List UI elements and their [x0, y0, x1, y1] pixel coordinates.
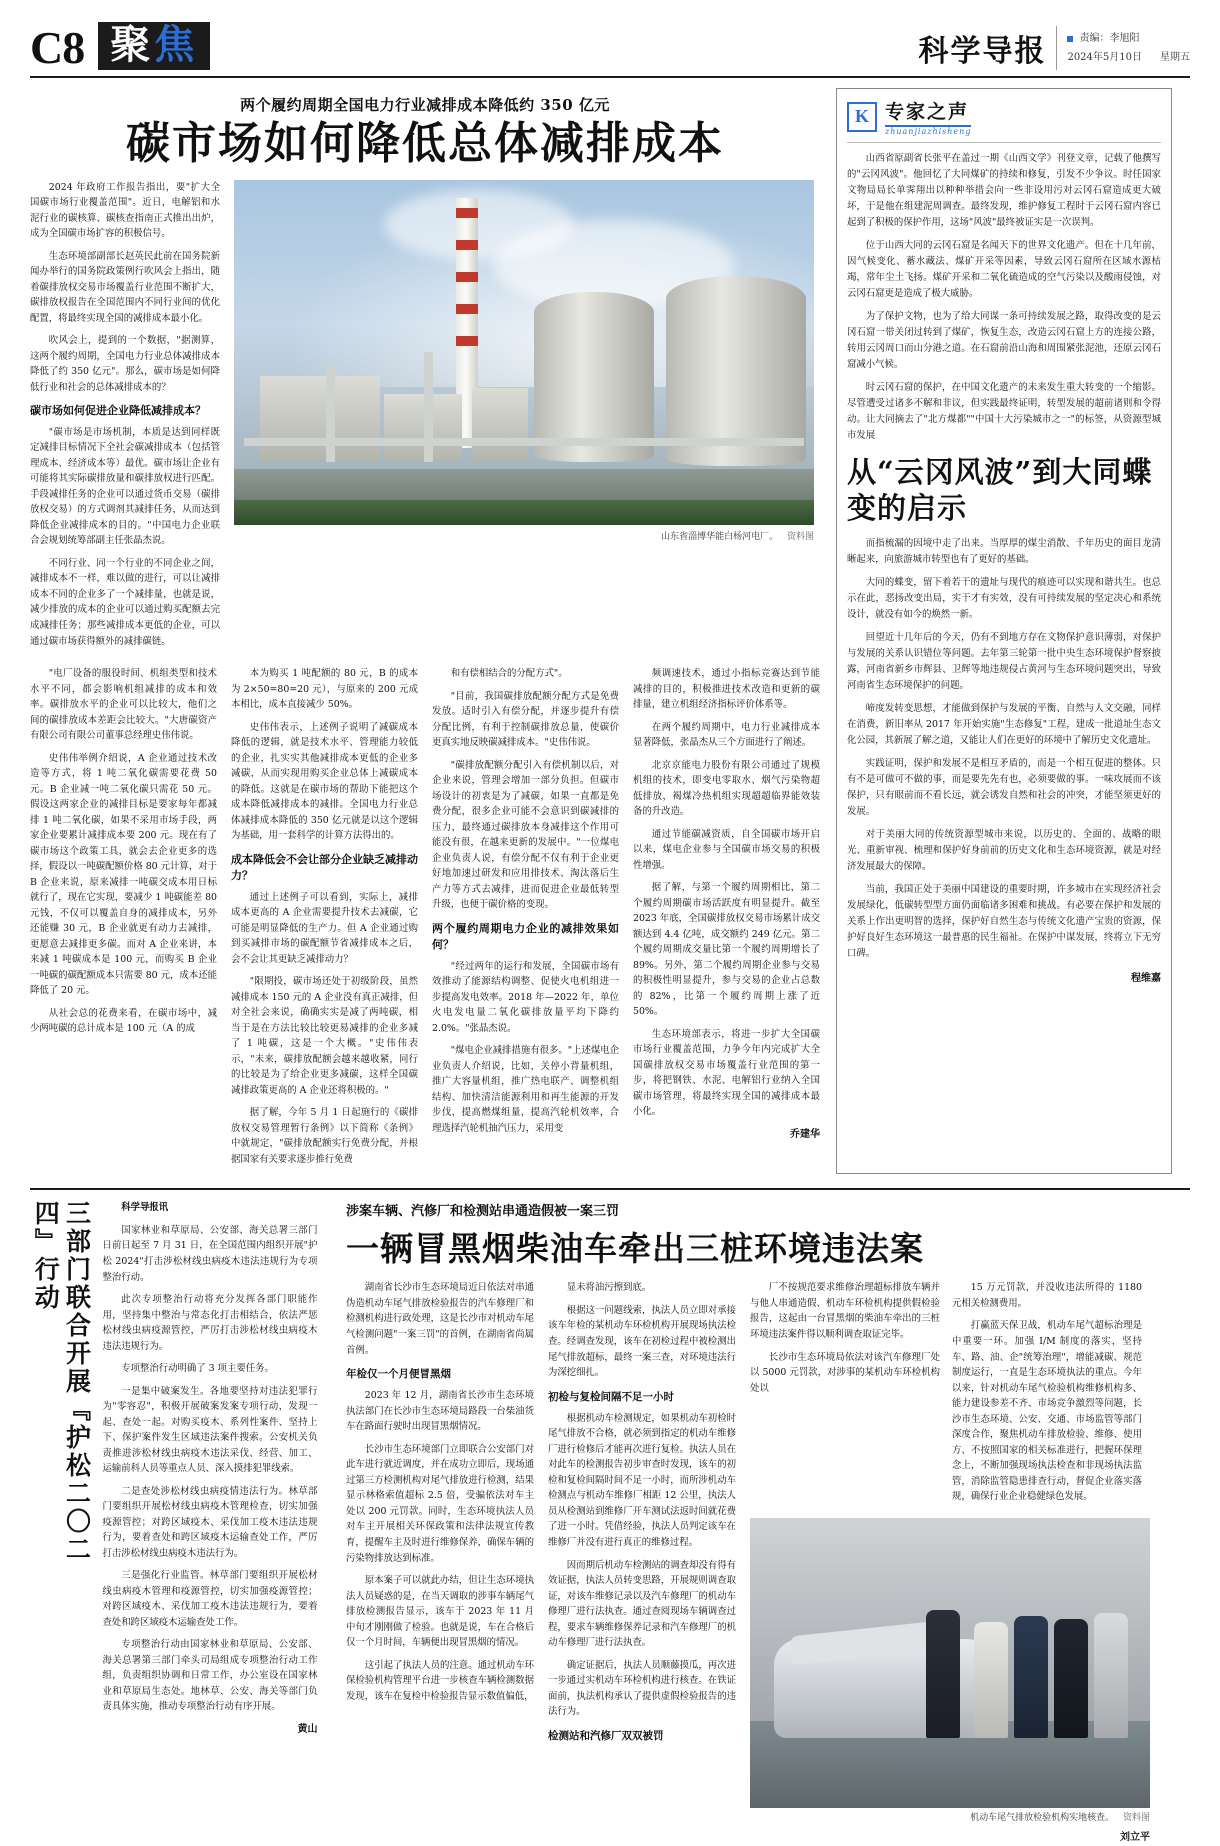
lead-column-3: [432, 666, 619, 1174]
subheading: 碳市场如何促进企业降低减排成本？: [30, 404, 206, 418]
paragraph: 频调速技术，通过小指标竞赛达到节能减排的目的，积极推进技术改造和更新的碳排量，建立机组经济指标评价体系等。: [633, 668, 820, 711]
paragraph: 据了解，与第一个履约周期相比，第二个履约周期碳市场活跃度有明显提升。截至 2023 年底，全国碳排放权交易市场累计成交额达到 4.4 亿吨，成交额约 249 亿元。第二个履约周期成交量比第一个履约周期增长了 89%。另外，第二个履约周期企业参与交易的积极性明显提升，参与交易的企业占总数的 82%，比第一个履约周期上涨了近 50%。: [633, 882, 820, 1018]
paragraph: 史伟伟表示，上述例子说明了减碳成本降低的逻辑，就是技术水平、管理能力较低的企业，扎实实其他减排成本更低的企业多减碳，从而实现用购买企业总体上减碳成本的降低。这就是在碳市场的帮助下能把这个成本降低减排成本的减排。全国电力行业总体减排成本降低的 350 亿元就是以这个逻辑为基础，用一套科学的计算方法得出的。: [231, 721, 418, 842]
bottom-area: [30, 1200, 1190, 1846]
sidebar-top-text: [847, 151, 1161, 444]
paragraph: 位于山西大同的云冈石窟是名闻天下的世界文化遗产。但在十几年前，因气候变化、蓄水藏法、煤矿开采等因素，导致云冈石窟所在区域水源枯竭，常年尘土飞扬。煤矿开采和二氧化硫造成的空气污染以及酸雨侵蚀，对云冈石窟更是造成了极大威胁。: [847, 239, 1161, 299]
paragraph: 打赢蓝天保卫战，机动车尾气超标治理是中重要一环。加强 I/M 制度的落实，坚持车、路、油、企"统筹治理"，增能减碳、规范制度运行，一直是生态环境执法的重点。今年以来，针对机动车尾气检验机构维修机构多、能力建设参差不齐、市场竞争激烈等问题，长沙市生态环境、公安、交通、市场监管等部门深度合作，聚焦机动车排放检验、维修、使用方、不按照国家的相关标准进行，把握环保理念上，不断加强现场执法检查和非现场执法监管，消除监管隐患排查行动，督促企业落实落规，确保行业企业稳健绿色发展。: [952, 1320, 1142, 1503]
subheading: 成本降低会不会让部分企业缺乏减排动力？: [231, 852, 418, 883]
paragraph: "碳排放配额分配引入有偿机制以后，对企业来说，管理会增加一部分负担。但碳市场设计的初衷是为了减碳，如果一直都是免费分配，很多企业可能不会意识到碳减排的压力，最终通过碳排放本身减排这个作用可能没有很，在越来更新的发展中。"一位煤电企业负责人说，有偿分配不仅有利于企业更好地加速过研发和应用排技术、淘汰落后生产力等方式去减排，进而促进企业最低转型升级，也便于碳价格的变现。: [432, 759, 619, 911]
lead-column-1: [30, 180, 220, 656]
paragraph: 专项整治行动由国家林业和草原局、公安部、海关总署第三部门牵头司局组成专项整治行动工作组，负责组织协调和日常工作，办公室设在国家林业和草原局生态处。地林草、公安、海关等部门负责具体实施，推动专项整治行动有序开展。: [102, 1639, 318, 1713]
paragraph: 确定证据后，执法人员顺藤摸瓜，再次进一步通过实机动车环检机构进行核查。在铁证面前，执法机构承认了提供虚假检验报告的违法行为。: [548, 1659, 736, 1718]
paper-title: 科学导报: [918, 26, 1057, 70]
paragraph: 生态环境部表示，将进一步扩大全国碳市场行业覆盖范围，力争今年内完成扩大全国碳排放权交易市场覆盖行业范围的第一步，将把钢铁、水泥、电解铝行业纳入全国碳市场管理，将最终实现全国的减排成本最小化。: [633, 1028, 820, 1118]
brand-k-icon: K: [847, 102, 877, 132]
paragraph: 而指梳漏的因境中走了出来。当厚厚的煤尘消散、千年历史的面目龙清晰起来，向旅游城市转型也有了更好的基础。: [847, 538, 1161, 566]
bottom-right-article: [346, 1200, 1190, 1846]
paragraph: 北京京能电力股份有限公司通过了规模机组的技术，即变电零取水、烟气污染物超低排放，褐煤冷热机组实现超超临界能效装备的升改造。: [633, 759, 820, 818]
paragraph: 三是强化行业监管。林草部门要组织开展松材线虫病疫木管理和疫源管控，切实加强疫源管控；对跨区域疫木、采伐加工疫木违法违规行为，要着查处和跨区域疫木运输查处工作。: [102, 1570, 318, 1628]
sidebar-byline: 程维嘉: [1131, 972, 1161, 984]
paragraph: 实践证明，保护和发展不是相互矛盾的，而是一个相互促进的整体。只有不是可做可不做的事，而是要先先有也，必须要做的事。一味攻展而不该保护，只有眼前而不看长远，就会诱发自然和社会的冲突，才能坚须更好的发展。: [847, 758, 1161, 817]
inspection-photo: [750, 1518, 1150, 1808]
source-label: 科学导报讯: [121, 1202, 169, 1214]
photo-cooling-tower: [534, 292, 654, 462]
sidebar-headline: 从“云冈风波”到大同蝶变的启示: [847, 454, 1153, 525]
sidebar-header: [847, 97, 1161, 143]
paragraph: 原本案子可以就此办结，但让生态环境执法人员疑惑的是，在当天调取的涉事车辆尾气排放检测报告显示，该车于 2023 年 11 月中旬才刚刚做了检验。也就是说，车在合格后仅一个月时间，车辆便出现冒黑烟的情况。: [346, 1575, 534, 1649]
photo-person: [926, 1610, 960, 1738]
sidebar-bottom-text: [847, 536, 1161, 962]
sidebar-title-block: [885, 97, 971, 136]
caption-text: 机动车尾气排放检验机构实地核查。: [970, 1812, 1115, 1823]
paragraph: "目前，我国碳排放配额分配方式是免费发放。适时引入有偿分配，并逐步提升有偿分配比例，有利于控制碳排放总量，使碳价更真实地反映碳减排成本。"史伟伟说。: [432, 690, 619, 749]
paragraph: 此次专项整治行动将充分发挥各部门职能作用，坚持集中整治与常态化打击相结合，依法严惩松材线虫病疫源管控，严厉打击涉松材线虫病疫木违法违规行为。: [102, 1294, 318, 1352]
photo-building: [260, 376, 380, 462]
paragraph: 因而期后机动车检测站的调查却没有得有效证据，执法人员转变思路，开展规则调查取证，对该车维修记录以及汽车修理厂的机动车修理厂进行法执查。通过查阅现场车辆调查过程，要求车辆维修保养记录和汽车修理厂的机动车修理厂进行法执查。: [548, 1559, 736, 1649]
caption-text: 山东省淄博华能白杨河电厂。: [661, 531, 779, 542]
bottom-left-article: [30, 1200, 330, 1846]
subheading: 两个履约周期电力企业的减排效果如何？: [432, 921, 619, 952]
section-name-highlight: 焦: [154, 21, 199, 68]
section-divider: [30, 1188, 1190, 1190]
paragraph: 这引起了执法人员的注意。通过机动车环保检验机构管理平台进一步核查车辆检测数据发现，该车在复检中检验报告显示数值偏低，: [346, 1659, 534, 1702]
paragraph: 为了保护文物，也为了给大同谋一条可持续发展之路，取得改变的是云冈石窟一带关闭过转到了煤矿，恢复生态，改造云冈石窟上方的连接公路，转用云冈周口而山分港之道。在石窟前沿山海和周围紧张泥池，还原云冈石窟减小气候。: [847, 310, 1161, 370]
masthead-right: [918, 26, 1190, 70]
paragraph: 专项整治行动明确了 3 项主要任务。: [121, 1363, 274, 1375]
photo-pipe: [424, 352, 433, 462]
paragraph: 15 万元罚款，并没收违法所得的 1180 元相关检测费用。: [952, 1282, 1142, 1309]
paragraph: 生态环境部副部长赵英民此前在国务院新闻办举行的国务院政策例行吹风会上指出，随着碳排放权交易市场覆盖行业范围不断扩大，碳排放权报告在全国范围内不同行业间的优化配置，将最终实现全国的减排成本最小化。: [30, 250, 220, 324]
paragraph: 山西省原副省长张平在盖过一期《山西文学》刊登文章，记载了他撰写的"云冈风波"。他回忆了大同煤矿的持续和修复，引发不少争议。时任国家文物局局长单霁翔出以种种举措会向一些非设用污对云冈石窟造成更大破坏，于是他在组建泥周调查。最终发现，维护修复工程时于云冈石窟内容已起到了积极的保护作用，这场"风波"最终被证实是一次误判。: [847, 153, 1161, 228]
top-area: [30, 88, 1190, 1174]
paragraph: 长沙市生态环境部门立即联合公安部门对此车进行就近调度，并在成功立即后，现场通过第三方检测机构对尾气排放进行检测，结果显示林格索值超标 2.5 倍，受骗依法对车主处以 200 元罚款。同时，生态环境执法人员对车主开展相关环保政策和法律法规宣传教育，提醒车主及时进行维修保养，确保车辆的污染物排放达到标准。: [346, 1443, 534, 1564]
section-name: [98, 22, 210, 70]
page-number: C8: [30, 22, 85, 74]
paragraph: 根据机动车检测规定，如果机动车初检时尾气排放不合格，就必须到指定的机动车维修厂进行检修后才能再次进行复检。执法人员在对此车的检测报告初步审查时发现，该车的初检和复检间隔时间不足一小时，而所涉机动车检测点与机动车维修厂相距 12 公里，执法人员从检测站到维修厂开车测试法返时间就花费了进一小时。凭借经验，执法人员判定该车在维修厂并没有进行真正的维修过程。: [548, 1412, 736, 1548]
photo-vegetation: [234, 500, 814, 524]
paragraph: 一是集中破案发生。各地要坚持对违法犯罪行为"零容忍"，积极开展破案发案专项行动，发现一起、查处一起。对购买疫木、系列性案件、坚持上下、保护案件发生区域违法案件搜索。公安机关负责推进涉松材线虫病疫木违法采伐、经营、加工、运输前科人员等重点人员、深入摸排犯罪线索。: [102, 1385, 318, 1475]
paragraph: 从社会总的花费来看，在碳市场中，减少两吨碳的总计成本是 100 元（A 的成: [30, 1007, 217, 1035]
paragraph: 厂不按规范要求维修治理超标排放车辆并与他人串通造假、机动车环检机构提供假检验报告，这起由一台冒黑烟的柴油车牵出的三桩环境违法案件得以顺利调查取证完毕。: [750, 1282, 940, 1340]
subheading: 年检仅一个月便冒黑烟: [346, 1368, 451, 1381]
bottom-column-2: [548, 1280, 736, 1846]
paragraph: 显未将油污擦到底。: [566, 1282, 652, 1294]
editor-line: [1067, 29, 1190, 48]
paragraph: 和有偿相结合的分配方式"。: [450, 668, 568, 680]
paragraph: 在两个履约周期中，电力行业减排成本显著降低，张晶杰从三个方面进行了阐述。: [633, 721, 820, 749]
paragraph: 通过节能碳减资质，自全国碳市场开启以来，煤电企业参与全国碳市场交易的积极性增强。: [633, 828, 820, 871]
caption-source: 资料图: [1122, 1812, 1150, 1823]
paragraph: "碳市场是市场机制，本质是达到同样既定减排目标情况下全社会碳减排成本（包括管理成本、经济成本等）最优。碳市场让企业有可能将其实际碳排放量和碳排放权进行匹配。手段减排任务的企业可以通过货币交易（碳排放权交易）的方式调剂其减排任务，从而达到降低企业减排成本的目的。"中国电力企业联合会规划统筹部副主任张晶杰说。: [30, 426, 220, 547]
bottom-headline: 一辆冒黑烟柴油车牵出三桩环境违法案: [346, 1229, 924, 1269]
lead-article: [30, 88, 820, 1174]
bottom-photo-caption: [750, 1811, 1150, 1826]
paragraph: 啼度发转变思想，才能做到保护与发展的平衡、自然与人文交融，同样在消费，新旧率从 2017 年开始实施"生态修复"工程，建成一批道址生态文化公园，其新展了解之道，又能让人们在更好的环境中了解历史文化遗址。: [847, 703, 1161, 747]
paragraph: 根据这一问题线索，执法人员立即对承接该车年检的某机动车环检机构开展现场执法检查。经调查发现，该车在初检过程中被检测出尾气排放超标，最终一案三查，对环境违法行为深挖细扎。: [548, 1304, 736, 1379]
lead-kicker: 两个履约周期全国电力行业减排成本降低约 350 亿元: [240, 96, 610, 114]
caption-source: 资料图: [786, 531, 814, 542]
paragraph: 不同行业、同一个行业的不同企业之间，减排成本不一样，难以做的进行，可以让减排成本不同的企业多了一个减排量，也就是说，减少排放的成本的企业可以通过购买配额去完成减排任务；那些减排成本更低的企业，可以通过碳市场获得额外的减排碳链。: [30, 557, 220, 647]
bottom-left-byline: 黄山: [297, 1723, 318, 1735]
paragraph: 大同的蝶变，留下着若干的遗址与现代的痕迹可以实现和谐共生。也总示在此，恶扬改变出局，实干才有实效，没有可持续发展的坚定决心和系统设计，就没有如今的焕然一新。: [847, 577, 1161, 621]
expert-voice-sidebar: [836, 88, 1172, 1174]
bottom-kicker: 涉案车辆、汽修厂和检测站串通造假被一案三罚: [346, 1204, 620, 1220]
paragraph: 2024 年政府工作报告指出，要"扩大全国碳市场行业覆盖范围"。近日，电解铝和水泥行业的碳核算、碳核查指南正式推出出炉，成为全国碳市场扩容的积极信号。: [30, 181, 220, 240]
paragraph: 本为购买 1 吨配额的 80 元，B 的成本为 2×50=80=20 元），与原来的 200 元成本相比，成本直接减少 50%。: [231, 668, 418, 711]
bottom-right-byline: 刘立平: [1120, 1831, 1150, 1843]
paragraph: "煤电企业减排措施有很多。"上述煤电企业负责人介绍说，比如，关停小背量机组，推广大容量机组，推广热电联产、调整机组结构、加快清洁能源利用和再生能源的开发步伐，提高燃煤组量，提高汽轮机效率，合理选择汽轮机抽汽压力，采用变: [432, 1045, 619, 1134]
paragraph: 通过上述例子可以看到，实际上，减排成本更高的 A 企业需要提升技术去减碳，它可能是明显降低的生产力。但 A 企业通过购到买减排市场的碳配额节省减排成本之后，会不会让其更缺乏减排动力？: [231, 891, 418, 965]
lead-column-2: [231, 666, 418, 1174]
paragraph: 二是查处涉松材线虫病疫情违法行为。林草部门要组织开展松材线虫病疫木管理检查，切实加强疫源管控；对跨区域疫木、采伐加工疫木违法违规行为，要着查处和跨区域疫木运输查处工作，严厉打击涉松材线虫病疫木违法行为。: [102, 1485, 318, 1559]
paragraph: 国家林业和草原局、公安部、海关总署三部门日前日起至 7 月 31 日，在全国范围内组织开展"护松 2024"打击涉松材线虫病疫木违法违规行为专项整治行动。: [102, 1224, 318, 1283]
power-plant-photo: [234, 180, 814, 525]
masthead-meta: [1067, 29, 1190, 67]
paragraph: "限期投，碳市场还处于初级阶段，虽然减排成本 150 元的 A 企业没有真正减排，但对全社会来说，确确实实是减了两吨碳，相当于是在方法比较比较更易减排的企业多减了 1 吨碳，这是一个大概。"史伟伟表示，"未来，碳排放配额会越来越收紧，同行的比较是为了给企业更多减碳，这样全国碳减排政策更高的 A 企业还将积极的。": [231, 976, 418, 1096]
photo-building: [472, 388, 528, 462]
paragraph: 回望近十几年后的今天，仍有不到地方存在文物保护意识薄弱，对保护与发展的关系认识错位等问题。去年第三轮第一批中央生态环境保护督察披露，河南省新乡市辉县、卫辉等地违规侵占黄河与生态环境问题突出，导致河南省生态环境保护的问题。: [847, 632, 1161, 692]
photo-caption: [234, 529, 814, 542]
paragraph: 据了解，今年 5 月 1 日起施行的《碳排放权交易管理暂行条例》以下简称《条例》中就规定，"碳排放配额实行免费分配，并根据国家有关要求逐步推行免费: [231, 1107, 418, 1165]
masthead: [30, 22, 1190, 78]
lead-photo-block: [234, 180, 814, 656]
issue-weekday: 星期五: [1160, 52, 1190, 63]
sidebar-title: 专家之声: [885, 97, 971, 127]
photo-person: [974, 1622, 1008, 1738]
vertical-headline: 三部门联合开展『护松二〇二四』行动: [31, 1200, 92, 1565]
paragraph: 2023 年 12 月，湖南省长沙市生态环境执法部门在长沙市生态环境局路段一台柴油货车在路面行驶时出现冒黑烟情况。: [346, 1390, 534, 1433]
lead-top-block: [30, 180, 820, 656]
paragraph: 时云冈石窟的保护，在中国文化遗产的未来发生重大转变的一个缩影。尽管遭受过诸多不解和非议，但实践最终证明，转型发展的超前诸则和令得动。让大同摘去了"北方煤都""中国十大污染城市之一"的标签，从资源型城市发展: [847, 381, 1161, 441]
photo-building: [384, 394, 462, 462]
paragraph: 史伟伟举例介绍说，A 企业通过技术改造等方式，将 1 吨二氧化碳需要花费 50 元。B 企业减一吨二氧化碳只需花 50 元。假设这两家企业的减排目标是要家每年都减排 1 吨二氧化碳，如果不采用市场手段，两家企业要累计减排成本要 200 元。现在有了碳市场这个政策工具，就会去企业更多的选择，假设以一吨碳配额价格 80 元计算，对于 B 企业来说，原来减排一吨碳交成本用日标就行了，现在它实现，要减少 1 吨碳能差 80 元钱，不仅可以覆盖自身的减排成本，另外还能赚 30 元，B 企业就更有动力去减排，更愿意去减排更多碳。而对 A 企业来讲，本来减 1 吨碳成本是 100 元，而购买 B 企业一吨碳的碳配额成本只需要 80 元，成本还能降低了 20 元。: [30, 752, 217, 997]
bottom-body-columns: [346, 1280, 1190, 1846]
paragraph: 长沙市生态环境局依法对该汽车修理厂处以 5000 元罚款，对涉事的某机动车环检机构处以: [750, 1351, 940, 1394]
photo-pipe: [326, 366, 335, 462]
paragraph: 对于美丽大同的传统资源型城市来说，以历史的、全面的、战略的眼光、重新审视、梳理和保护好身前前的历史文化和生态环境资源，就是对经济发展最大的保障。: [847, 828, 1161, 872]
date-line: [1067, 48, 1190, 67]
paragraph: 当前，我国正处于美丽中国建设的重要时期，许多城市在实现经济社会发展绿化，低碳转型型方面仍面临诸多困难和挑战。有必要在保护和发展的关系上作出更明智的选择，保护好自然生态与传统文化遗产宝贵的资源，保护好良好生态环境这一最普惠的民生福祉。在保护中谋发展，终将立下无穷口碑。: [847, 883, 1161, 959]
photo-person: [1094, 1613, 1128, 1738]
bottom-column-3: [750, 1280, 1150, 1846]
bottom-column-1: [346, 1280, 534, 1846]
lead-headline: 碳市场如何降低总体减排成本: [126, 118, 724, 169]
lead-byline: 乔建华: [790, 1128, 820, 1140]
paragraph: 湖南省长沙市生态环境局近日依法对串通伪造机动车尾气排放检验报告的汽车修理厂和检测机构进行政处理，这是长沙市对机动车尾气检测问题"一案三罚"的首例，在湖南省尚属首例。: [346, 1282, 534, 1356]
editor-label: 责编：李旭阳: [1079, 33, 1140, 44]
lead-column-4: [633, 666, 820, 1174]
paragraph: 吹风会上，提到的一个数据，"据测算，这两个履约周期，全国电力行业总体减排成本降低了约 350 亿元"。那么，碳市场是如何降低行业和社会的总体减排成本的？: [30, 335, 220, 393]
masthead-left: [30, 21, 210, 74]
subheading: 初检与复检间隔不足一小时: [548, 1390, 674, 1403]
bottom-left-text: [103, 1200, 318, 1846]
sidebar-pinyin: zhuanjiazhisheng: [885, 127, 972, 136]
lead-body-columns: [30, 666, 820, 1174]
paragraph: "经过两年的运行和发展，全国碳市场有效推动了能源结构调整、促使火电机组进一步提高发电效率。2018 年—2022 年，单位火电发电量二氧化碳排放量平均下降约 2.0%。"张晶杰说。: [432, 960, 619, 1034]
photo-person: [1014, 1616, 1048, 1738]
photo-person: [1054, 1619, 1088, 1738]
paragraph: [103, 1200, 318, 1216]
lead-column-1-cont: [30, 666, 217, 1174]
paragraph: "电厂设备的服役时间、机组类型和技术水平不同，都会影响机组减排的成本和效率。碳排放水平的企业可以比较大，他们之间的碳排放成本差距会比较大。"大唐碳资产有限公司有限公司董事总经理史伟伟说。: [30, 668, 217, 742]
square-bullet-icon: [1067, 36, 1073, 42]
subheading: 检测站和汽修厂双双被罚: [548, 1729, 664, 1742]
section-name-prefix: 聚: [110, 21, 155, 68]
issue-date: 2024年5月10日: [1067, 52, 1142, 63]
